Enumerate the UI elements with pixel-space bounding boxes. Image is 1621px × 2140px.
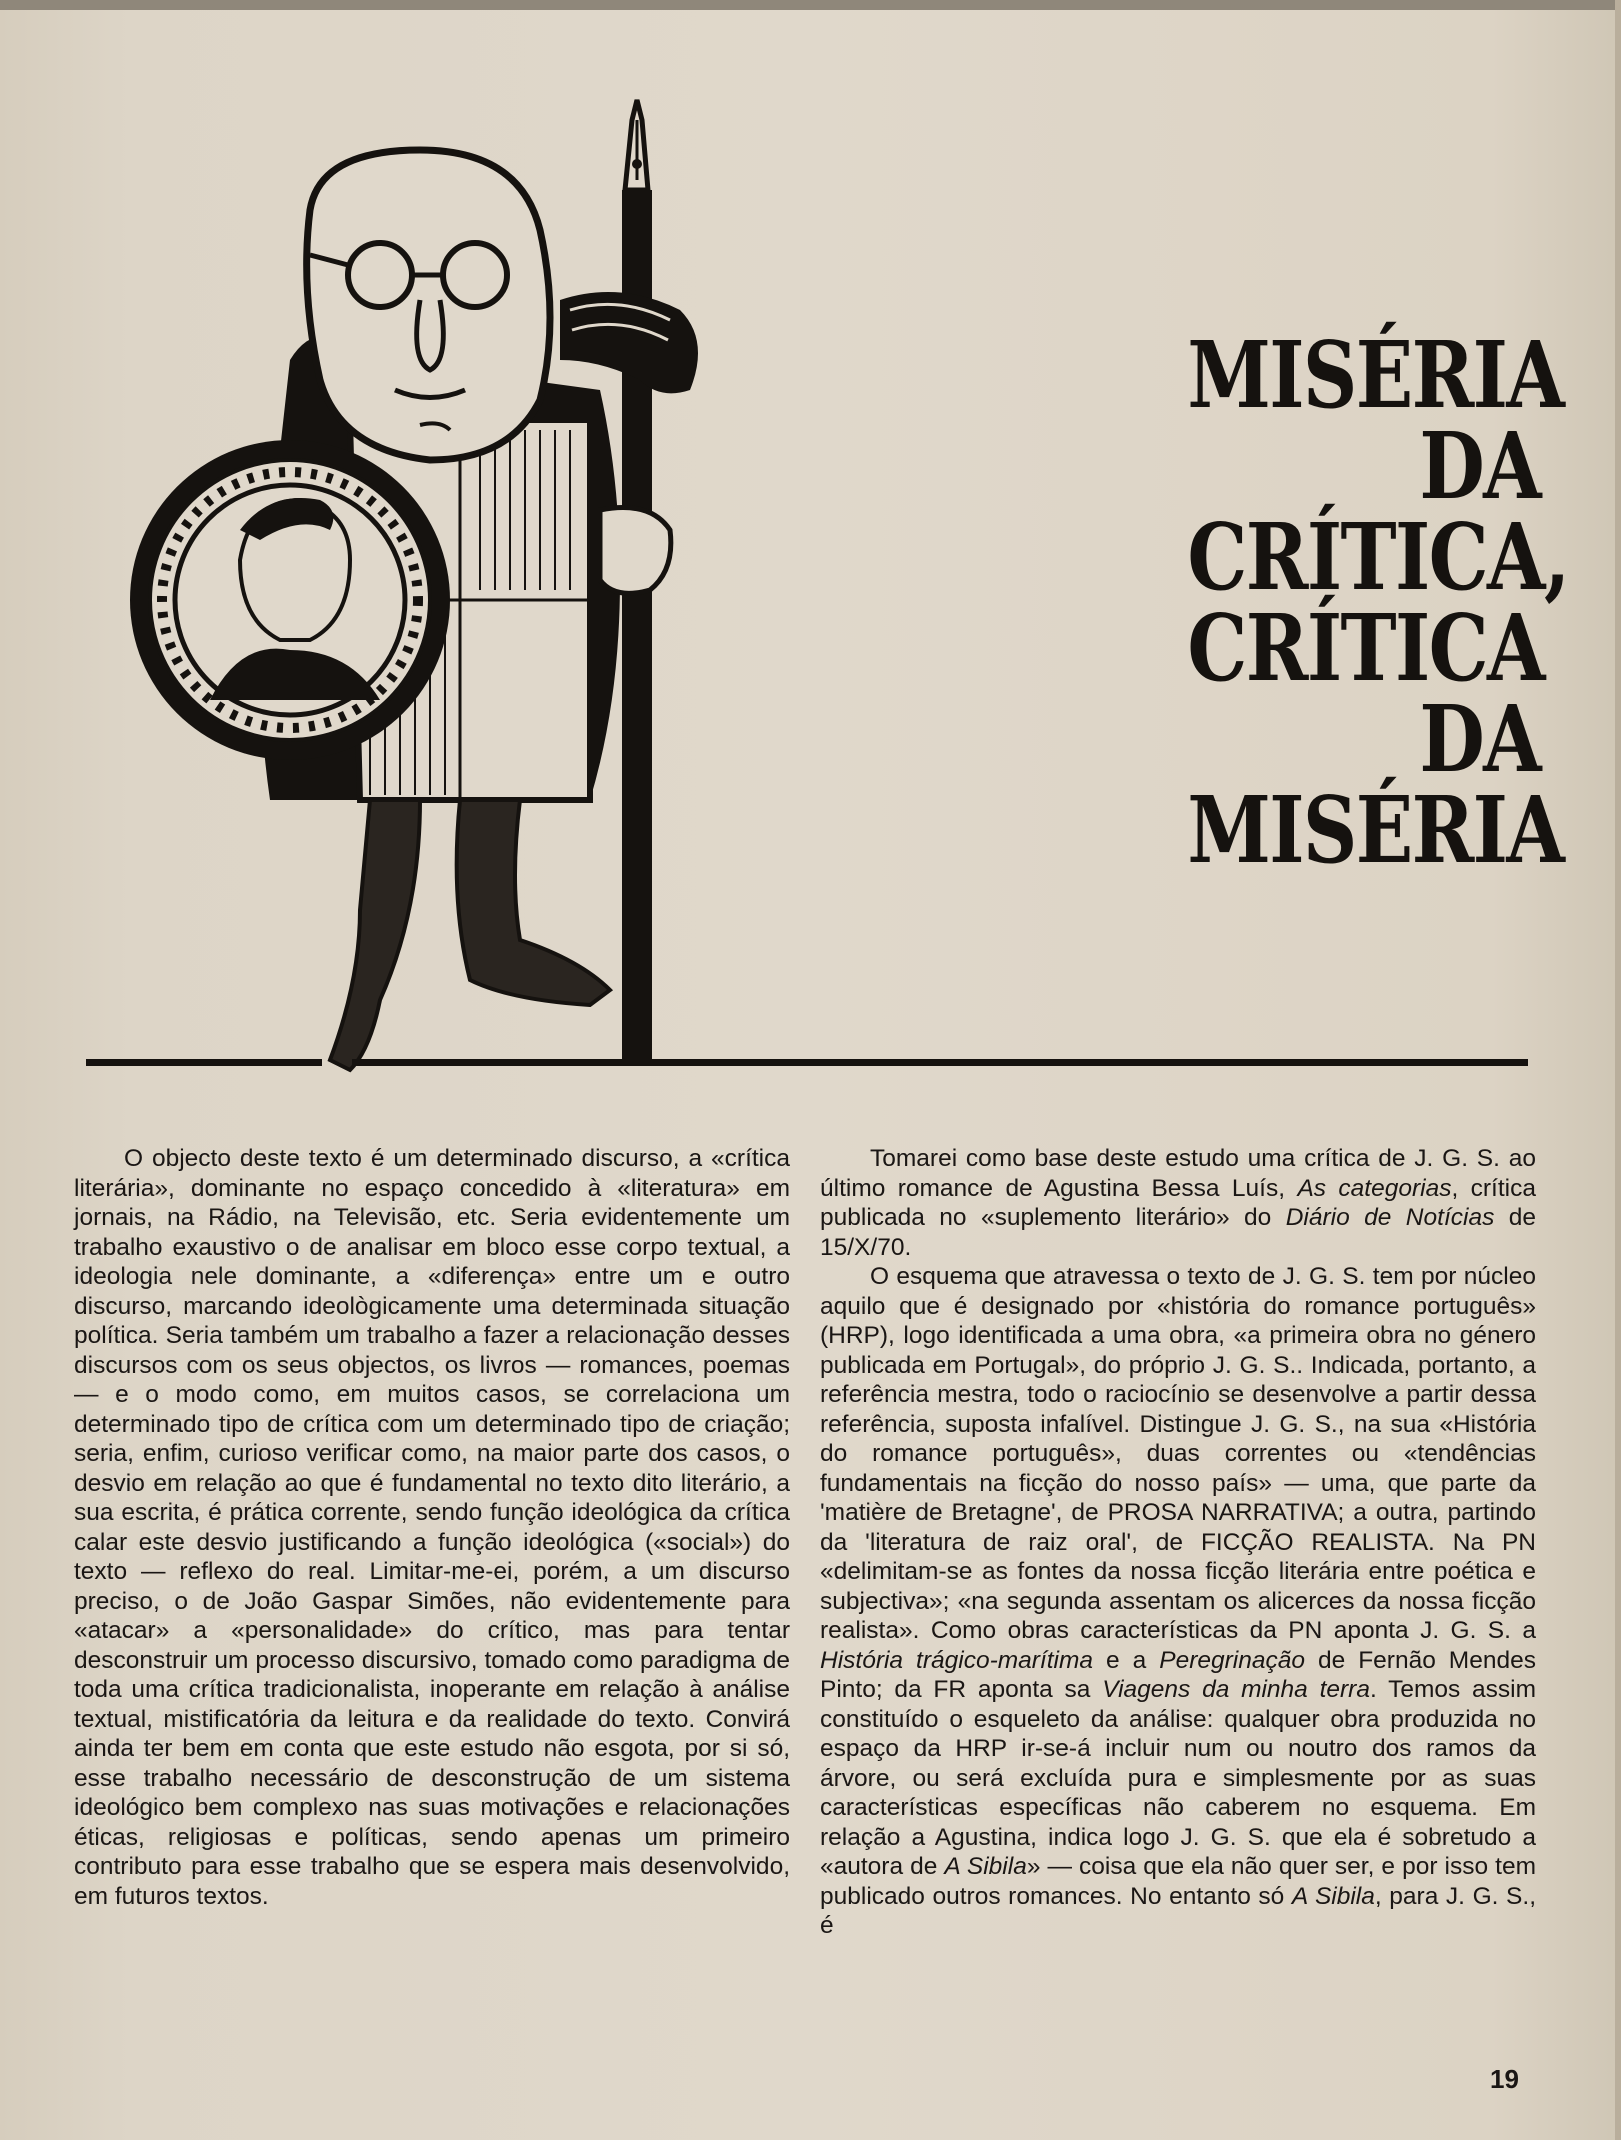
article-column-left (74, 1144, 790, 1911)
page-top-edge (0, 0, 1621, 10)
title-line: MISÉRIA (1187, 776, 1564, 884)
critic-head-icon (307, 150, 550, 460)
horizontal-rule (86, 1059, 322, 1066)
shield-with-portrait-icon (130, 440, 450, 760)
body-paragraph: O objecto deste texto é um determinado discurso, a «crítica literária», dominante no espaço concedido à «literatura» em jornais, na Rádio, na Televisão, etc. Seria evidentemente um trabalho exaustivo o de analisar em bloco esse corpo textual, a ideologia nele dominante, a «diferença» entre um e outro discurso, marcando ideològicamente uma determinada situação política. Seria também um trabalho a fazer a relacionação desses discursos com os seus objectos, os livros — romances, poemas — e o modo como, em muitos casos, se correlaciona um determinado tipo de crítica com um determinado tipo de criação; seria, enfim, curioso verificar como, na maior parte dos casos, o desvio em relação ao que é fundamental no texto dito literário, a sua escrita, é prática corrente, sendo função ideológica da crítica calar este desvio justificando a função ideológica («social») do texto — reflexo do real. Limitar-me-ei, porém, a um discurso preciso, o de João Gaspar Simões, não evidentemente para «atacar» a «personalidade» do crítico, mas para tentar desconstruir um processo discursivo, tomado como paradigma de toda uma crítica tradicionalista, inoperante em relação à análise textual, mistificatória da leitura e da realidade do texto. Convirá ainda ter bem em conta que este estudo não esgota, por si só, esse trabalho necessário de desconstrução de um sistema ideológico bem complexo nas suas motivações e relacionações éticas, religiosas e políticas, sendo apenas um primeiro contributo para esse trabalho que se espera mais desenvolvido, em futuros textos. (74, 1145, 790, 1910)
page-number: 19 (1490, 2064, 1519, 2094)
body-paragraph: Tomarei como base deste estudo uma crítica de J. G. S. ao último romance de Agustina Bessa Luís, As categorias, crítica publicada no «suplemento literário» do Diário de Notícias de 15/X/70. (820, 1145, 1536, 1261)
article-title (1187, 321, 1569, 884)
title-line: CRÍTICA, (1187, 503, 1569, 611)
critic-legs-icon (330, 800, 610, 1070)
title-line: DA (1419, 685, 1540, 793)
title-line: DA (1419, 412, 1540, 520)
title-line: CRÍTICA (1187, 594, 1544, 702)
horizontal-rule (352, 1059, 1528, 1066)
page-right-edge (1615, 0, 1621, 2140)
body-paragraph: O esquema que atravessa o texto de J. G. S. tem por núcleo aquilo que é designado por «história do romance português» (HRP), logo identificada a uma obra, «a primeira obra no género publicada em Portugal», do próprio J. G. S.. Indicada, portanto, a referência mestra, todo o raciocínio se desenvolve a partir dessa referência, suposta infalível. Distingue J. G. S., na sua «História do romance português», duas correntes ou «tendências fundamentais na ficção do nosso país» — uma, que parte da 'matière de Bretagne', de PROSA NARRATIVA; a outra, partindo da 'literatura de raiz oral', de FICÇÃO REALISTA. Na PN «delimitam-se as fontes da nossa ficção literária entre poética e subjectiva»; «na segunda assentam os alicerces da nossa ficção realista». Como obras características da PN aponta J. G. S. a História trágico-marítima e a Peregrinação de Fernão Mendes Pinto; da FR aponta sa Viagens da minha terra. Temos assim constituído o esqueleto da análise: qualquer obra produzida no espaço da HRP ir-se-á incluir num ou noutro dos ramos da árvore, ou será excluída pura e simplesmente por as suas características específicas não caberem no esquema. Em relação a Agustina, indica logo J. G. S. que ela é sobretudo a «autora de A Sibila» — coisa que ela não quer ser, e por isso tem publicado outros romances. No entanto só A Sibila, para J. G. S., é (820, 1263, 1536, 1939)
article-column-right (820, 1144, 1536, 1941)
caricature-critic-with-pen-and-shield-icon (120, 60, 740, 1080)
title-line: MISÉRIA (1187, 321, 1564, 429)
